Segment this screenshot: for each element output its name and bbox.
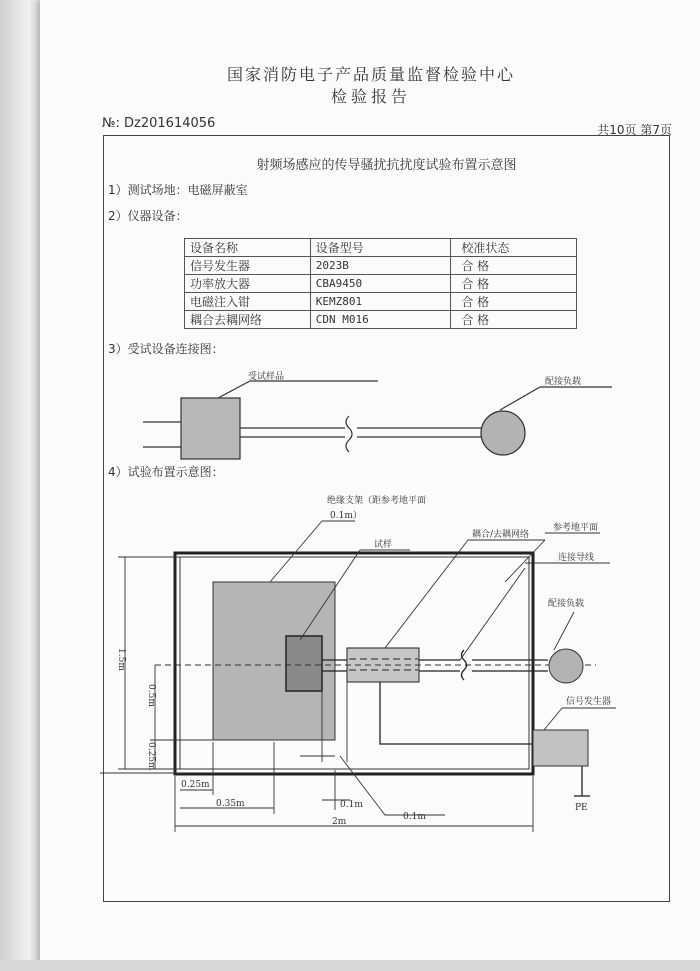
section-equipment: 2）仪器设备： — [108, 209, 188, 223]
cell-name: 电磁注入钳 — [185, 293, 311, 311]
cell-status: 合 格 — [451, 293, 577, 311]
section-test-site: 1）测试场地：电磁屏蔽室 — [108, 183, 248, 197]
ground-label: 参考地平面 — [553, 523, 599, 533]
report-title: 检验报告 — [330, 87, 411, 106]
dim-2m-text: 2m — [332, 817, 347, 827]
cdn-leader — [385, 540, 468, 648]
gen-leader — [544, 708, 562, 730]
support-label: 绝缘支架（距参考地平面 — [327, 496, 427, 506]
dim-0-1m-a-text: 0.1m — [340, 800, 363, 810]
cell-status: 合 格 — [451, 257, 577, 275]
section-layout: 4）试验布置示意图： — [108, 465, 224, 479]
cell-model: KEMZ801 — [310, 293, 451, 311]
diagram-title: 射频场感应的传导骚扰抗扰度试验布置示意图 — [256, 158, 517, 173]
cell-model: CDN M016 — [310, 311, 451, 329]
generator-cable — [380, 682, 533, 744]
generator-label: 信号发生器 — [566, 697, 612, 707]
eut-label: 试样 — [374, 540, 393, 550]
dim-1-5m-text: 1.5m — [116, 648, 126, 671]
section-connection: 3）受试设备连接图： — [108, 342, 224, 356]
test-sample — [286, 636, 322, 691]
dim-0-1m-b-text: 0.1m — [403, 812, 426, 822]
col-header-name: 设备名称 — [185, 239, 311, 257]
cell-model: CBA9450 — [310, 275, 451, 293]
load-circle — [549, 649, 583, 683]
page-info: 共10页 第7页 — [597, 123, 672, 137]
dim-0-35m-text: 0.35m — [216, 799, 245, 809]
report-number: №: Dz201614056 — [102, 116, 216, 131]
dim-0-5m-text: 0.5m — [146, 684, 156, 707]
pe-label: PE — [575, 803, 588, 813]
cable-label: 连接导线 — [558, 553, 595, 563]
cell-name: 功率放大器 — [185, 275, 311, 293]
ground-leader — [505, 540, 545, 582]
cell-name: 信号发生器 — [185, 257, 311, 275]
load-label: 配接负载 — [548, 599, 585, 609]
load-leader — [554, 612, 574, 650]
support-value: 0.1m） — [330, 511, 362, 521]
cell-status: 合 格 — [451, 275, 577, 293]
scan-bottom-edge — [0, 960, 700, 971]
signal-generator-box — [533, 730, 588, 766]
cell-name: 耦合去耦网络 — [185, 311, 311, 329]
load-label: 配接负载 — [545, 377, 582, 387]
cable-leader — [460, 568, 525, 660]
dim-0-25m-v-text: 0.25m — [146, 742, 156, 771]
dim-0-25m-h-text: 0.25m — [181, 780, 210, 790]
cell-status: 合 格 — [451, 311, 577, 329]
col-header-model: 设备型号 — [310, 239, 451, 257]
org-title: 国家消防电子产品质量监督检验中心 — [226, 65, 515, 84]
col-header-status: 校准状态 — [451, 239, 577, 257]
cell-model: 2023B — [310, 257, 451, 275]
cdn-label: 耦合/去耦网络 — [472, 530, 530, 540]
eut-label: 受试样品 — [248, 372, 285, 382]
